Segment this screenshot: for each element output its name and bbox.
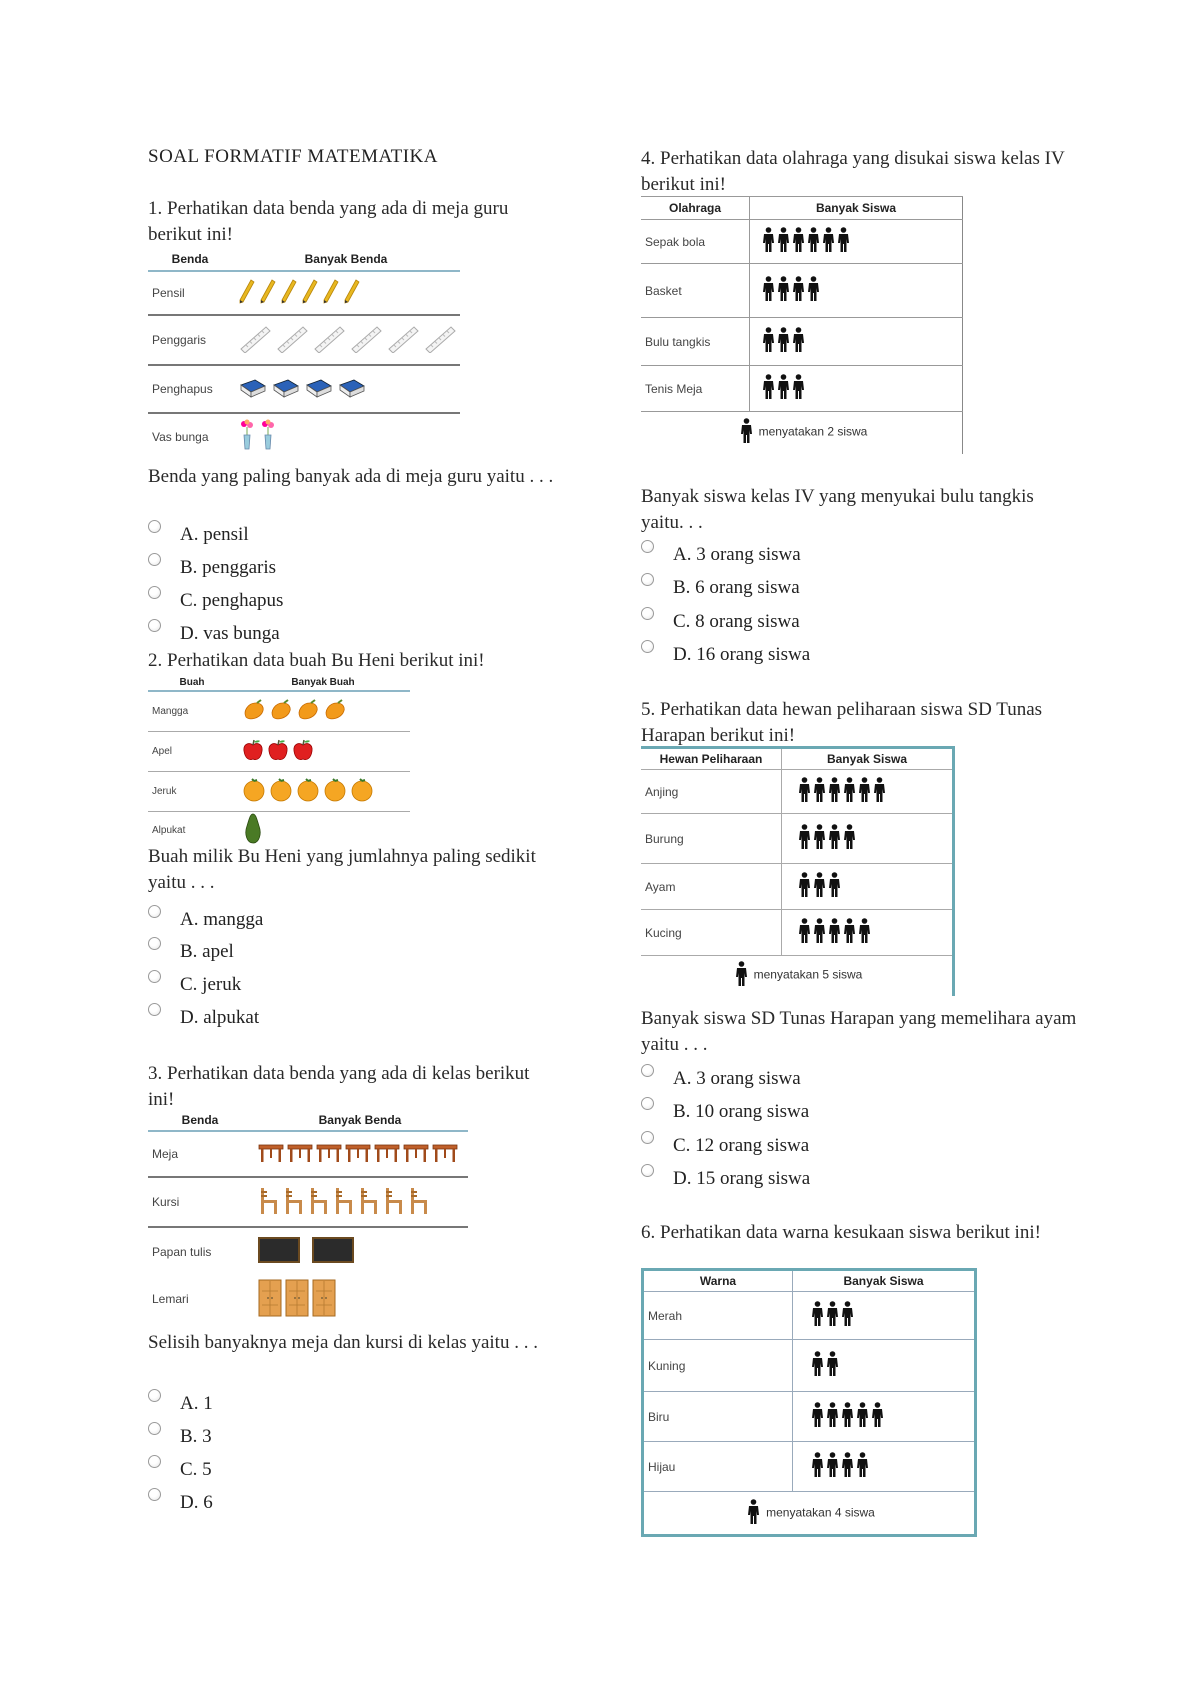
person-icon — [856, 1452, 869, 1481]
person-icon — [843, 918, 856, 947]
q1-question: Benda yang paling banyak ada di meja guru yaitu . . . — [148, 466, 554, 487]
person-icon — [826, 1351, 839, 1380]
q2-prompt: 2. Perhatikan data buah Bu Heni berikut ini! — [148, 650, 485, 671]
q2-row-label: Alpukat — [152, 824, 186, 836]
table-icon — [432, 1142, 458, 1167]
person-icon — [777, 227, 790, 256]
q1-row-icons — [232, 315, 460, 365]
person-icon — [777, 374, 790, 403]
person-icon — [813, 777, 826, 806]
person-icon — [792, 276, 805, 305]
mango-icon — [242, 699, 266, 724]
pencil-icon — [238, 279, 256, 308]
q1-row-icons — [232, 413, 460, 459]
q5-header-item: Hewan Peliharaan — [641, 748, 782, 770]
radio-icon[interactable] — [148, 1455, 161, 1468]
ruler-icon — [312, 325, 346, 356]
q4-header-item: Olahraga — [641, 197, 750, 220]
person-icon — [841, 1301, 854, 1330]
orange-icon — [269, 778, 293, 805]
cabinet-icon — [312, 1279, 336, 1320]
q6-row-icons — [793, 1392, 976, 1442]
q3-header-count: Banyak Benda — [252, 1110, 468, 1131]
person-icon — [813, 918, 826, 947]
pencil-icon — [322, 279, 340, 308]
q5-row-label: Kucing — [641, 910, 782, 956]
person-icon — [828, 824, 841, 853]
chair-icon — [383, 1186, 405, 1219]
q4-row-label: Bulu tangkis — [641, 318, 750, 366]
eraser-icon — [304, 377, 334, 402]
q5-legend — [641, 956, 954, 996]
q4-prompt: 4. Perhatikan data olahraga yang disukai siswa kelas IV berikut ini! — [641, 148, 1065, 195]
q3-row-label: Lemari — [152, 1292, 189, 1306]
radio-icon[interactable] — [148, 905, 161, 918]
q3-row-label: Papan tulis — [152, 1244, 212, 1259]
pencil-icon — [280, 279, 298, 308]
person-icon — [792, 374, 805, 403]
radio-icon[interactable] — [641, 540, 654, 553]
person-icon — [811, 1351, 824, 1380]
person-icon — [856, 1402, 869, 1431]
q4-legend — [641, 412, 963, 454]
q6-row-label: Biru — [643, 1392, 793, 1442]
person-icon — [826, 1301, 839, 1330]
q6-pictograph — [641, 1268, 977, 1537]
person-icon — [826, 1402, 839, 1431]
q2-question: Buah milik Bu Heni yang jumlahnya paling sedikit yaitu . . . — [148, 846, 536, 893]
person-icon — [813, 872, 826, 901]
ruler-icon — [349, 325, 383, 356]
q6-legend — [643, 1492, 976, 1536]
q2-header-item: Buah — [148, 674, 236, 691]
q3-pictograph — [148, 1110, 468, 1323]
person-icon — [798, 872, 811, 901]
person-icon — [828, 872, 841, 901]
mango-icon — [269, 699, 293, 724]
q3-row-label: Kursi — [148, 1177, 252, 1227]
person-icon — [873, 777, 886, 806]
ruler-icon — [423, 325, 457, 356]
q1-header-count: Banyak Benda — [232, 248, 460, 271]
blackboard-icon — [312, 1237, 354, 1266]
q3-question: Selisih banyaknya meja dan kursi di kelas yaitu . . . — [148, 1332, 538, 1353]
q2-row-icons — [236, 771, 410, 811]
orange-icon — [242, 778, 266, 805]
person-icon — [828, 918, 841, 947]
q6-row-label: Merah — [643, 1292, 793, 1340]
q5-legend-text: menyatakan 5 siswa — [753, 967, 863, 982]
person-icon — [811, 1301, 824, 1330]
q3-row-icons — [252, 1275, 468, 1323]
q5-header-count: Banyak Siswa — [782, 748, 954, 770]
radio-icon[interactable] — [148, 553, 161, 566]
q1-row-label: Penggaris — [148, 315, 232, 365]
person-icon — [762, 227, 775, 256]
cabinet-icon — [285, 1279, 309, 1320]
radio-icon[interactable] — [148, 520, 161, 533]
chair-icon — [333, 1186, 355, 1219]
person-icon — [740, 418, 753, 447]
person-icon — [826, 1452, 839, 1481]
q6-row-label: Kuning — [643, 1340, 793, 1392]
person-icon — [798, 824, 811, 853]
radio-icon[interactable] — [641, 607, 654, 620]
blackboard-icon — [258, 1237, 300, 1266]
radio-icon[interactable] — [148, 1422, 161, 1435]
table-icon — [287, 1142, 313, 1167]
person-icon — [843, 777, 856, 806]
radio-icon[interactable] — [641, 1064, 654, 1077]
person-icon — [762, 327, 775, 356]
radio-icon[interactable] — [148, 1003, 161, 1016]
q1-row-label: Penghapus — [148, 365, 232, 413]
table-icon — [316, 1142, 342, 1167]
q4-row-icons — [750, 264, 963, 318]
radio-icon[interactable] — [148, 1389, 161, 1402]
q2-row-icons — [236, 691, 410, 731]
q6-prompt: 6. Perhatikan data warna kesukaan siswa berikut ini! — [641, 1222, 1041, 1243]
person-icon — [798, 918, 811, 947]
q5-question: Banyak siswa SD Tunas Harapan yang memelihara ayam yaitu . . . — [641, 1008, 1077, 1055]
q4-row-icons — [750, 220, 963, 264]
q2-row-icons — [236, 731, 410, 771]
q3-row-icons — [252, 1131, 468, 1177]
person-icon — [777, 327, 790, 356]
q4-pictograph — [641, 196, 963, 454]
q4-row-icons — [750, 318, 963, 366]
cabinet-icon — [258, 1279, 282, 1320]
eraser-icon — [238, 377, 268, 402]
person-icon — [822, 227, 835, 256]
q1-pictograph — [148, 248, 460, 459]
q4-header-count: Banyak Siswa — [750, 197, 963, 220]
radio-icon[interactable] — [148, 586, 161, 599]
chair-icon — [283, 1186, 305, 1219]
orange-icon — [323, 778, 347, 805]
radio-icon[interactable] — [148, 937, 161, 950]
q3-row-icons — [252, 1227, 468, 1275]
apple-icon — [267, 738, 289, 765]
q2-row-label: Mangga — [148, 691, 236, 731]
person-icon — [792, 327, 805, 356]
q5-row-icons — [782, 910, 954, 956]
chair-icon — [308, 1186, 330, 1219]
q5-row-label: Anjing — [641, 770, 782, 814]
page-title: SOAL FORMATIF MATEMATIKA — [148, 146, 438, 167]
chair-icon — [258, 1186, 280, 1219]
q2-pictograph — [148, 674, 410, 849]
table-icon — [345, 1142, 371, 1167]
q5-pictograph — [641, 746, 955, 996]
radio-icon[interactable] — [641, 573, 654, 586]
q6-row-icons — [793, 1292, 976, 1340]
q1-row-icons — [232, 271, 460, 315]
mango-icon — [323, 699, 347, 724]
person-icon — [843, 824, 856, 853]
person-icon — [871, 1402, 884, 1431]
q4-row-icons — [750, 366, 963, 412]
q3-row-icons — [252, 1177, 468, 1227]
q2-row-label: Apel — [148, 731, 236, 771]
radio-icon[interactable] — [641, 1131, 654, 1144]
person-icon — [841, 1402, 854, 1431]
q5-row-label: Ayam — [641, 864, 782, 910]
chair-icon — [358, 1186, 380, 1219]
mango-icon — [296, 699, 320, 724]
person-icon — [813, 824, 826, 853]
eraser-icon — [337, 377, 367, 402]
q4-row-label: Sepak bola — [641, 220, 750, 264]
person-icon — [811, 1402, 824, 1431]
person-icon — [858, 918, 871, 947]
pencil-icon — [343, 279, 361, 308]
pencil-icon — [259, 279, 277, 308]
q5-row-label: Burung — [641, 814, 782, 864]
q6-header-count: Banyak Siswa — [793, 1270, 976, 1292]
q4-question: Banyak siswa kelas IV yang menyukai bulu tangkis yaitu. . . — [641, 486, 1034, 533]
q2-header-count: Banyak Buah — [236, 674, 410, 691]
orange-icon — [350, 778, 374, 805]
q2-row-label: Jeruk — [148, 771, 236, 811]
person-icon — [811, 1452, 824, 1481]
q6-row-label: Hijau — [643, 1442, 793, 1492]
person-icon — [747, 1499, 760, 1528]
q4-row-label: Basket — [641, 264, 750, 318]
apple-icon — [292, 738, 314, 765]
q3-prompt: 3. Perhatikan data benda yang ada di kelas berikut ini! — [148, 1063, 530, 1110]
person-icon — [792, 227, 805, 256]
radio-icon[interactable] — [148, 970, 161, 983]
person-icon — [762, 374, 775, 403]
person-icon — [735, 961, 748, 990]
q1-row-label: Pensil — [148, 271, 232, 315]
person-icon — [777, 276, 790, 305]
person-icon — [798, 777, 811, 806]
q6-legend-text: menyatakan 4 siswa — [766, 1505, 875, 1520]
q6-header-item: Warna — [643, 1270, 793, 1292]
apple-icon — [242, 738, 264, 765]
radio-icon[interactable] — [148, 619, 161, 632]
q6-row-icons — [793, 1442, 976, 1492]
radio-icon[interactable] — [148, 1488, 161, 1501]
person-icon — [837, 227, 850, 256]
person-icon — [807, 227, 820, 256]
radio-icon[interactable] — [641, 640, 654, 653]
person-icon — [807, 276, 820, 305]
table-icon — [374, 1142, 400, 1167]
q5-row-icons — [782, 864, 954, 910]
radio-icon[interactable] — [641, 1097, 654, 1110]
table-icon — [403, 1142, 429, 1167]
vase-icon — [259, 419, 277, 454]
person-icon — [858, 777, 871, 806]
q3-row-label: Meja — [148, 1131, 252, 1177]
radio-icon[interactable] — [641, 1164, 654, 1177]
q4-legend-text: menyatakan 2 siswa — [758, 424, 868, 439]
q1-header-item: Benda — [148, 248, 232, 271]
person-icon — [841, 1452, 854, 1481]
q4-row-label: Tenis Meja — [641, 366, 750, 412]
q5-row-icons — [782, 814, 954, 864]
chair-icon — [408, 1186, 430, 1219]
q1-row-icons — [232, 365, 460, 413]
orange-icon — [296, 778, 320, 805]
q1-prompt: 1. Perhatikan data benda yang ada di meja guru berikut ini! — [148, 198, 509, 245]
ruler-icon — [275, 325, 309, 356]
pencil-icon — [301, 279, 319, 308]
vase-icon — [238, 419, 256, 454]
person-icon — [762, 276, 775, 305]
q6-row-icons — [793, 1340, 976, 1392]
q5-row-icons — [782, 770, 954, 814]
q1-row-label: Vas bunga — [152, 429, 209, 444]
q3-header-item: Benda — [148, 1110, 252, 1131]
ruler-icon — [386, 325, 420, 356]
ruler-icon — [238, 325, 272, 356]
eraser-icon — [271, 377, 301, 402]
q5-prompt: 5. Perhatikan data hewan peliharaan siswa SD Tunas Harapan berikut ini! — [641, 699, 1043, 746]
person-icon — [828, 777, 841, 806]
table-icon — [258, 1142, 284, 1167]
